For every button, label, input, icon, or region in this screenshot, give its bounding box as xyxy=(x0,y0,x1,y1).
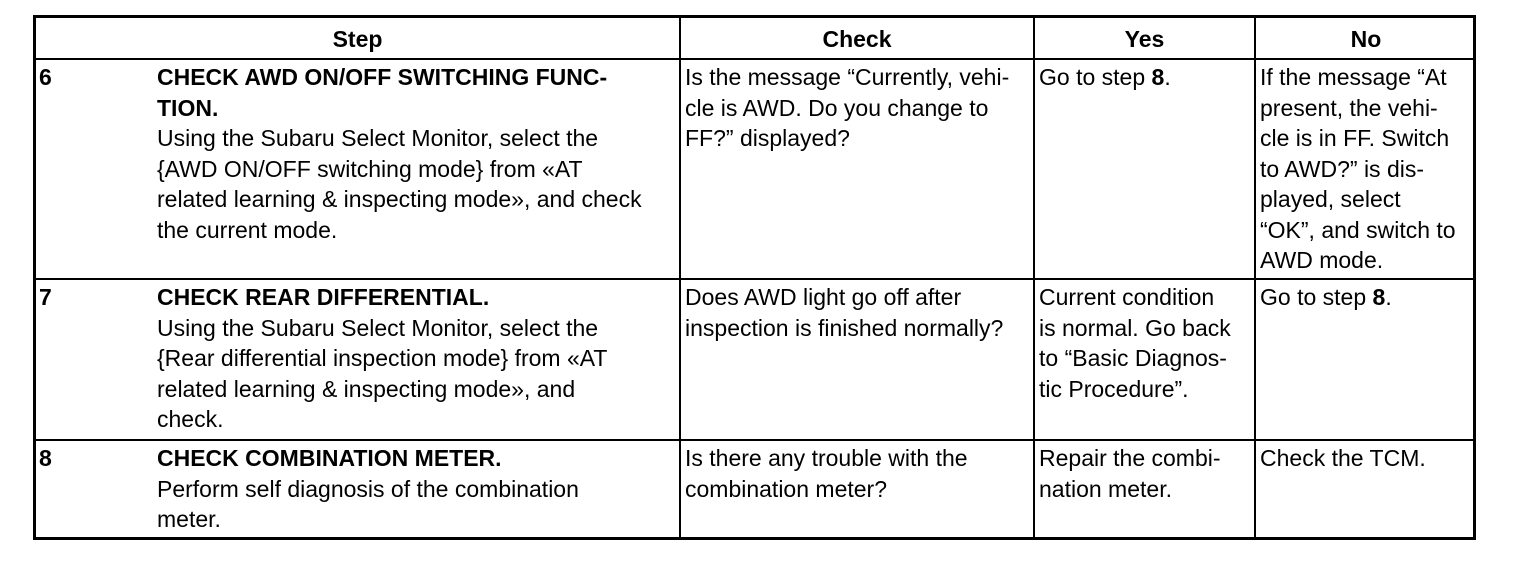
check-line: Is there any trouble with the xyxy=(685,445,968,471)
no-suffix: . xyxy=(1385,284,1392,310)
step-number: 8 xyxy=(39,445,52,471)
diagnostic-table xyxy=(33,15,1476,540)
row-divider xyxy=(36,439,1473,441)
no-line: present, the vehi- xyxy=(1260,94,1438,121)
yes-prefix: Go to step xyxy=(1039,64,1152,90)
check-line: Does AWD light go off after xyxy=(685,284,962,310)
step-body-line: Perform self diagnosis of the combination xyxy=(157,475,579,502)
step-number: 7 xyxy=(39,284,52,310)
step-body-line: related learning & inspecting mode», and xyxy=(157,375,576,402)
step-description xyxy=(157,443,677,535)
step-body-line: {AWD ON/OFF switching mode} from «AT xyxy=(157,155,583,182)
no-line: Check the TCM. xyxy=(1260,445,1426,471)
yes-line: Current condition xyxy=(1039,284,1215,310)
check-line: combination meter? xyxy=(685,475,887,502)
header-step: Step xyxy=(332,25,383,52)
yes-text xyxy=(1039,282,1253,404)
check-text xyxy=(685,62,1031,154)
step-description xyxy=(157,62,677,245)
step-description xyxy=(157,282,677,435)
no-line: “OK”, and switch to xyxy=(1260,216,1456,243)
yes-text xyxy=(1039,62,1253,93)
header-check: Check xyxy=(822,25,892,52)
yes-line: to “Basic Diagnos- xyxy=(1039,345,1227,371)
check-line: Is the message “Currently, vehi- xyxy=(685,64,1010,90)
step-body-line: check. xyxy=(157,406,224,432)
no-step-ref: 8 xyxy=(1372,284,1386,310)
no-text xyxy=(1260,282,1476,313)
yes-line: is normal. Go back xyxy=(1039,314,1231,341)
no-text xyxy=(1260,443,1476,474)
check-line: FF?” displayed? xyxy=(685,125,850,151)
step-title: CHECK REAR DIFFERENTIAL. xyxy=(157,284,490,310)
yes-line: tic Procedure”. xyxy=(1039,375,1189,402)
step-body-line: Using the Subaru Select Monitor, select the xyxy=(157,125,599,151)
step-title: CHECK AWD ON/OFF SWITCHING FUNC- xyxy=(157,64,608,90)
no-text xyxy=(1260,62,1476,276)
step-body-line: Using the Subaru Select Monitor, select the xyxy=(157,314,599,341)
yes-step-ref: 8 xyxy=(1151,64,1165,90)
step-body-line: the current mode. xyxy=(157,216,338,243)
step-title: CHECK COMBINATION METER. xyxy=(157,445,502,471)
yes-line: nation meter. xyxy=(1039,475,1172,502)
yes-suffix: . xyxy=(1164,64,1171,90)
no-line: cle is in FF. Switch xyxy=(1260,125,1450,151)
yes-line: Repair the combi- xyxy=(1039,445,1221,471)
yes-text xyxy=(1039,443,1253,504)
check-line: cle is AWD. Do you change to xyxy=(685,94,989,121)
header-no: No xyxy=(1350,25,1382,52)
step-body-line: related learning & inspecting mode», and check xyxy=(157,186,642,212)
step-body-line: {Rear differential inspection mode} from «AT xyxy=(157,345,608,371)
no-line: If the message “At xyxy=(1260,64,1447,90)
check-text xyxy=(685,443,1031,504)
row-divider xyxy=(36,278,1473,280)
check-text xyxy=(685,282,1031,343)
no-line: to AWD?” is dis- xyxy=(1260,155,1425,182)
step-title: TION. xyxy=(157,94,219,121)
no-prefix: Go to step xyxy=(1260,284,1373,310)
no-line: played, select xyxy=(1260,186,1401,212)
header-yes: Yes xyxy=(1124,25,1165,52)
step-number: 6 xyxy=(39,64,52,90)
check-line: inspection is finished normally? xyxy=(685,314,1004,341)
step-body-line: meter. xyxy=(157,506,221,532)
no-line: AWD mode. xyxy=(1260,247,1384,273)
